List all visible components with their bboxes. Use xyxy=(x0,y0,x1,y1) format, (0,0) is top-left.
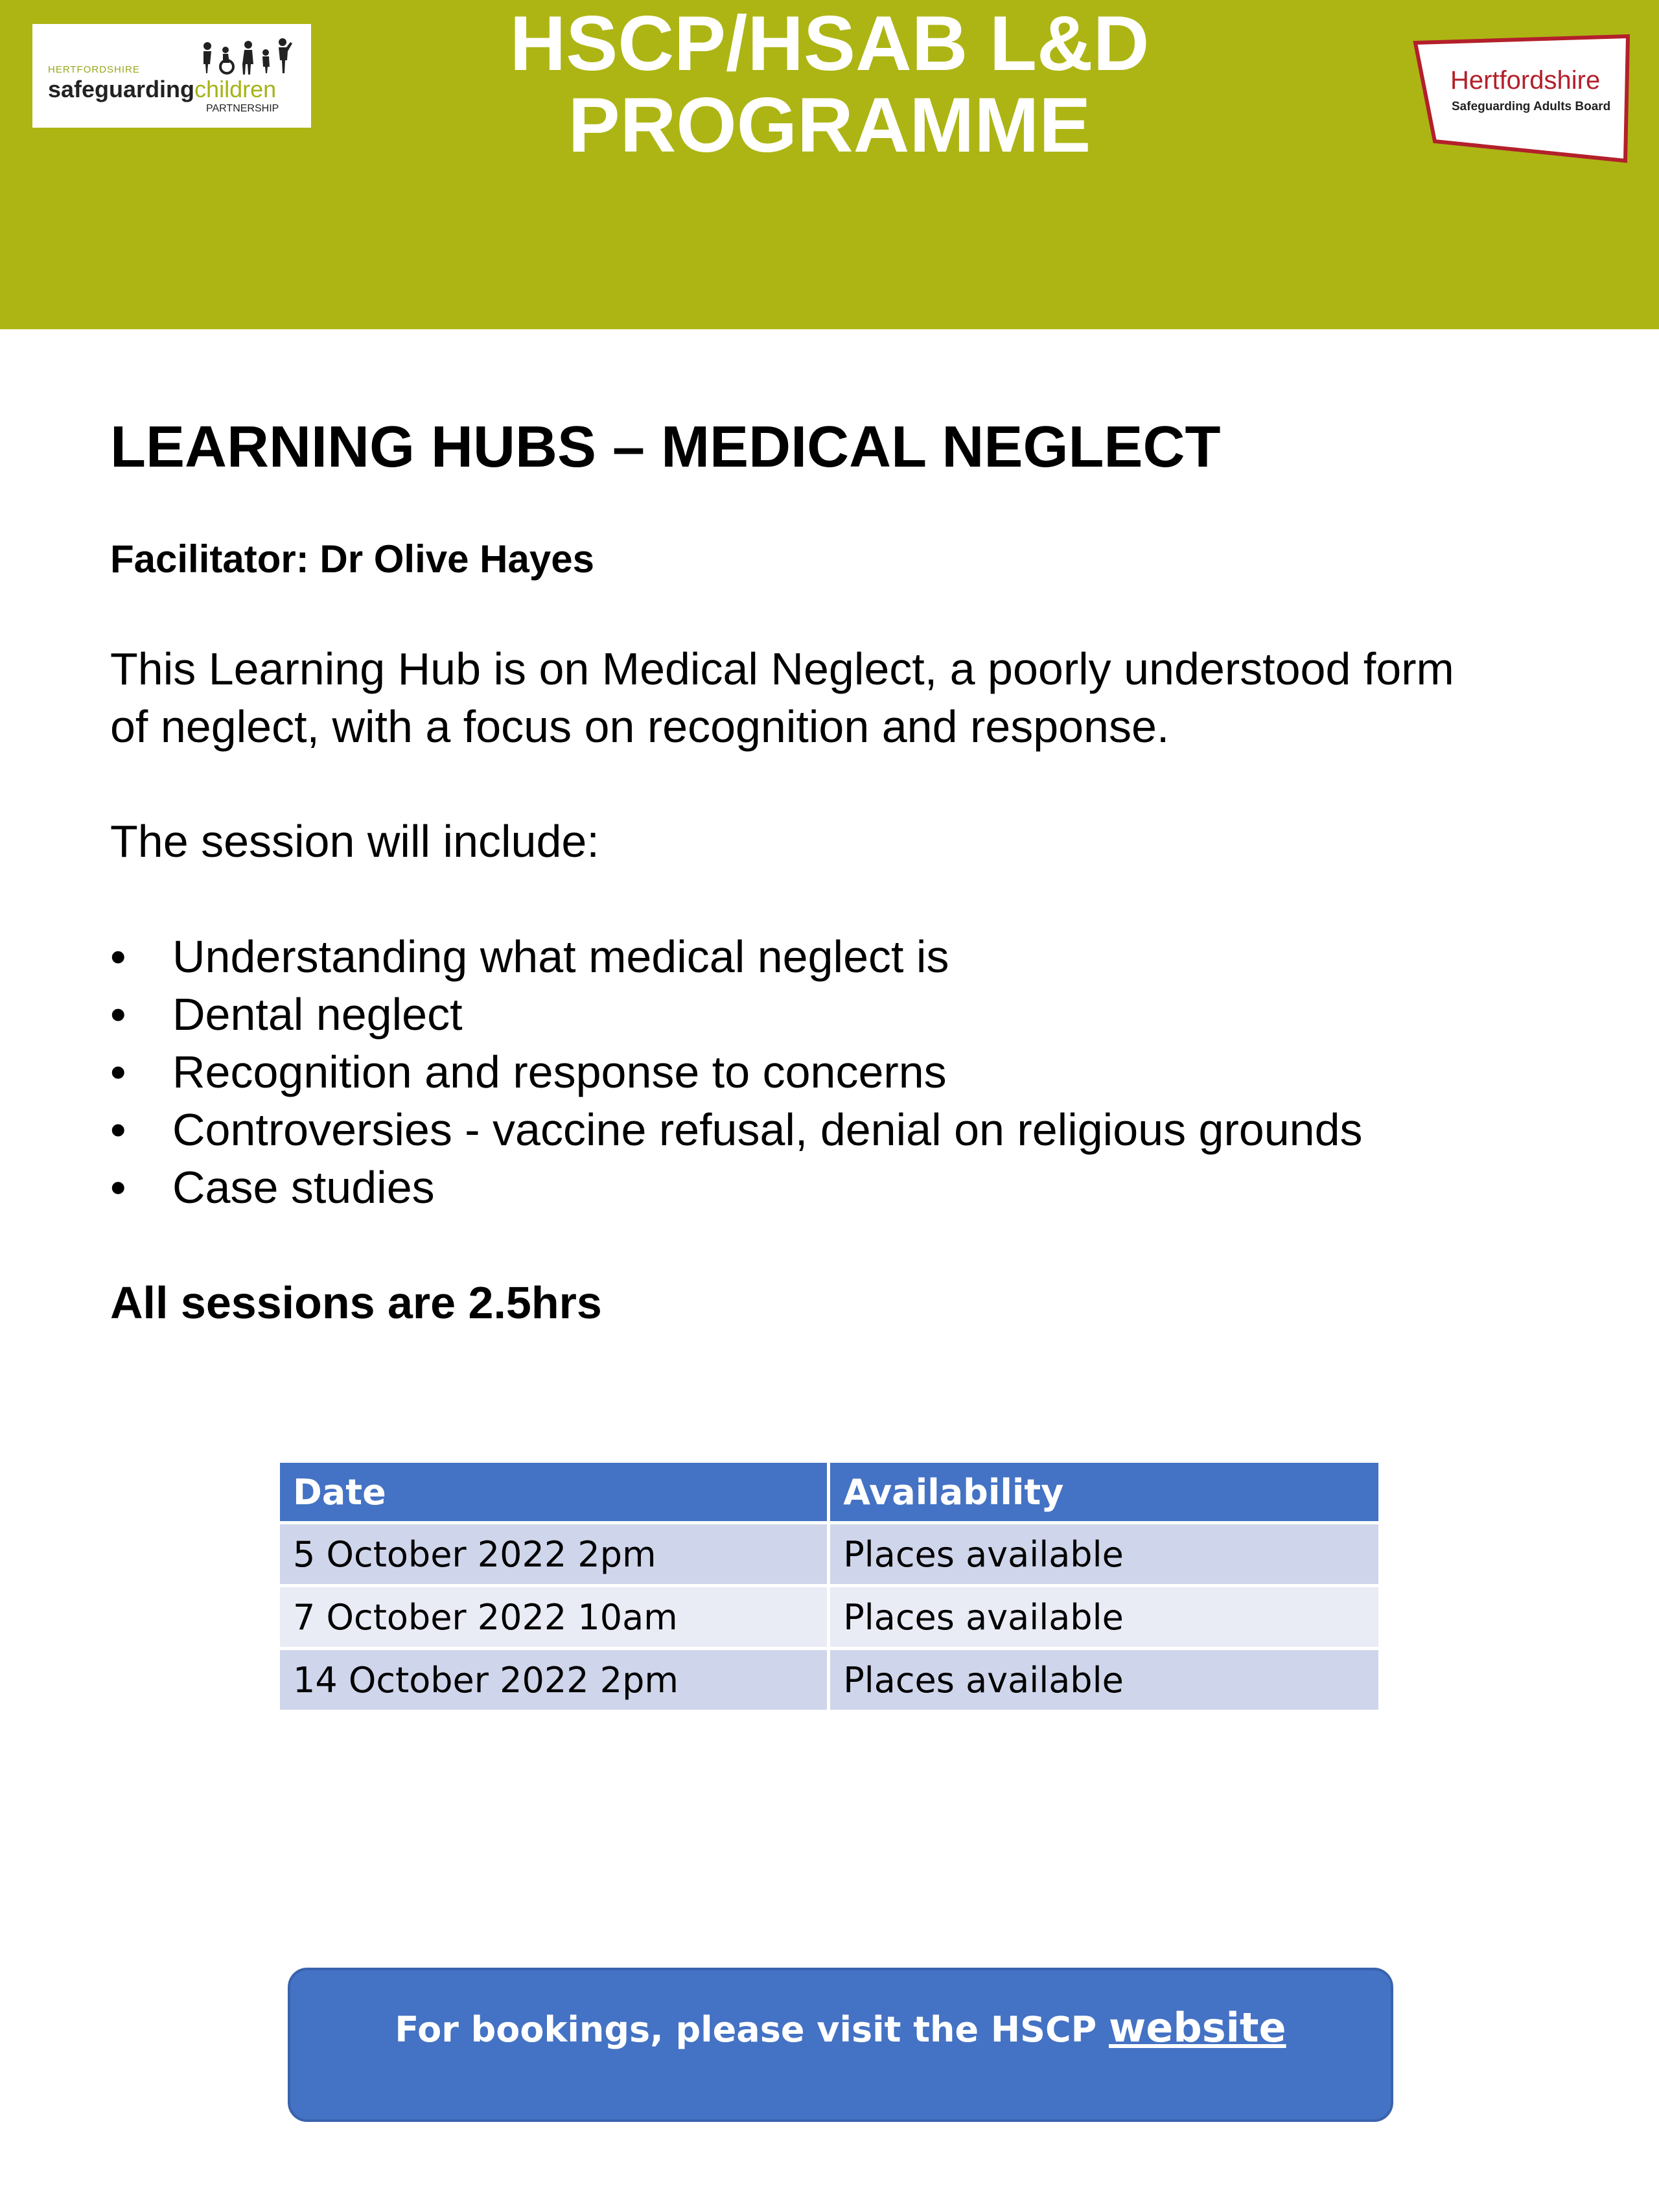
session-topics-list xyxy=(110,928,1363,1217)
list-item: • Dental neglect xyxy=(110,986,1363,1043)
date-cell: 5 October 2022 2pm xyxy=(279,1523,829,1586)
list-item: • Understanding what medical neglect is xyxy=(110,928,1363,986)
availability-cell: Places available xyxy=(829,1523,1380,1586)
logo-hertfordshire-text: Hertfordshire xyxy=(1450,66,1601,95)
sessions-table xyxy=(277,1460,1382,1713)
column-header-availability: Availability xyxy=(829,1461,1380,1523)
availability-cell: Places available xyxy=(829,1649,1380,1712)
table-row xyxy=(279,1586,1380,1649)
table-row xyxy=(279,1649,1380,1712)
title-line-1: HSCP/HSAB L&D xyxy=(509,0,1150,87)
session-duration: All sessions are 2.5hrs xyxy=(110,1277,602,1328)
table-row xyxy=(279,1523,1380,1586)
date-cell: 14 October 2022 2pm xyxy=(279,1649,829,1712)
booking-box xyxy=(288,1968,1393,2122)
title-line-2: PROGRAMME xyxy=(568,82,1091,169)
booking-text: For bookings, please visit the HSCP xyxy=(395,2009,1097,2050)
availability-cell: Places available xyxy=(829,1586,1380,1649)
logo-partnership-text: PARTNERSHIP xyxy=(206,103,279,114)
intro-paragraph xyxy=(110,640,1562,756)
date-cell: 7 October 2022 10am xyxy=(279,1586,829,1649)
intro-line-2: of neglect, with a focus on recognition and response. xyxy=(110,701,1170,752)
logo-main-green: children xyxy=(194,76,277,102)
session-include-text: The session will include: xyxy=(110,816,599,867)
header-banner xyxy=(0,0,1659,329)
logo-main-dark: safeguarding xyxy=(48,76,195,102)
facilitator-text: Facilitator: Dr Olive Hayes xyxy=(110,537,594,581)
table-header-row xyxy=(279,1461,1380,1523)
logo-small-text: HERTFORDSHIRE xyxy=(48,64,140,75)
section-heading: LEARNING HUBS – MEDICAL NEGLECT xyxy=(110,415,1221,480)
list-item: • Recognition and response to concerns xyxy=(110,1043,1363,1101)
website-link[interactable]: website xyxy=(1109,2004,1286,2051)
column-header-date: Date xyxy=(279,1461,829,1523)
logo-frame-icon xyxy=(1406,34,1640,163)
list-item: • Case studies xyxy=(110,1159,1363,1217)
logo-sab-text: Safeguarding Adults Board xyxy=(1452,100,1611,113)
intro-line-1: This Learning Hub is on Medical Neglect, a poorly understood form xyxy=(110,644,1454,694)
hertfordshire-sab-logo xyxy=(1406,34,1640,163)
list-item: • Controversies - vaccine refusal, denial on religious grounds xyxy=(110,1101,1363,1159)
